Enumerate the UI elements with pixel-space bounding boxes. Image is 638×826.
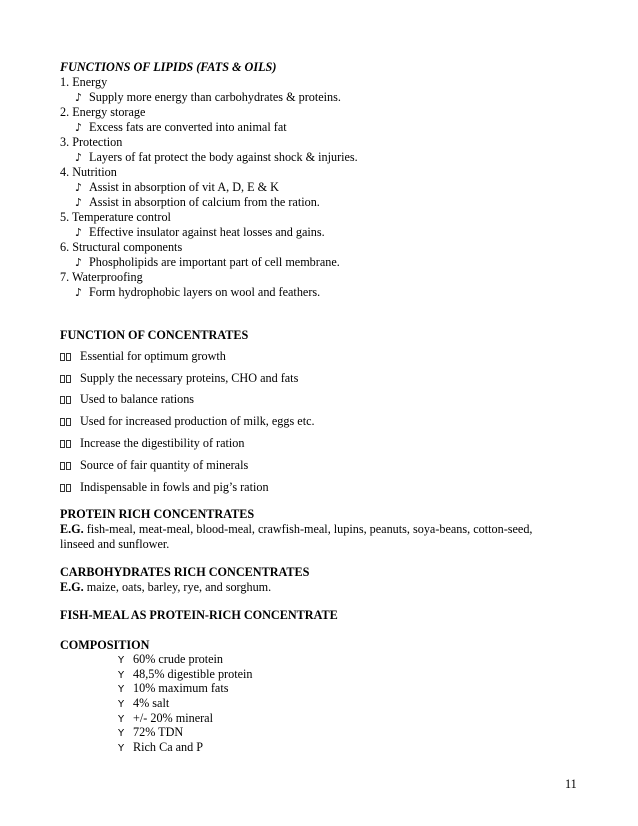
composition-item: Y 10% maximum fats [118, 681, 229, 695]
music-note-icon: ♪ [75, 256, 83, 269]
concentrate-item: Indispensable in fowls and pig’s ration [60, 480, 269, 495]
concentrate-item: Increase the digestibility of ration [60, 436, 244, 451]
lipid-sub-item: ♪ Layers of fat protect the body against shock & injuries. [75, 150, 358, 164]
music-note-icon: ♪ [75, 286, 83, 299]
composition-item: Y +/- 20% mineral [118, 711, 213, 725]
checkbox-glyph-icon [60, 437, 74, 446]
checkbox-glyph-icon [60, 393, 74, 402]
checkbox-glyph-icon [60, 350, 74, 359]
y-bullet-icon: Y [118, 655, 125, 666]
carbohydrate-rich-title: CARBOHYDRATES RICH CONCENTRATES [60, 565, 310, 579]
lipid-item-energy-storage: 2. Energy storage [60, 105, 146, 119]
y-bullet-icon: Y [118, 743, 125, 754]
lipid-sub-item: ♪ Effective insulator against heat losses and gains. [75, 225, 325, 239]
lipid-sub-item: ♪ Supply more energy than carbohydrates & proteins. [75, 90, 341, 104]
protein-rich-title: PROTEIN RICH CONCENTRATES [60, 507, 255, 521]
lipids-title: FUNCTIONS OF LIPIDS (FATS & OILS) [60, 60, 277, 74]
y-bullet-icon: Y [118, 728, 125, 739]
fish-meal-title: FISH-MEAL AS PROTEIN-RICH CONCENTRATE [60, 608, 338, 622]
protein-rich-examples: E.G. fish-meal, meat-meal, blood-meal, crawfish-meal, lupins, peanuts, soya-beans, cotton-seed, [60, 522, 533, 536]
composition-item: Y Rich Ca and P [118, 740, 204, 754]
checkbox-glyph-icon [60, 459, 74, 468]
music-note-icon: ♪ [75, 181, 83, 194]
composition-title: COMPOSITION [60, 638, 150, 652]
lipid-item-nutrition: 4. Nutrition [60, 165, 117, 179]
lipid-sub-item: ♪ Phospholipids are important part of cell membrane. [75, 255, 340, 269]
concentrate-item: Used to balance rations [60, 392, 194, 407]
checkbox-glyph-icon [60, 415, 74, 424]
composition-item: Y 72% TDN [118, 725, 184, 739]
concentrates-title: FUNCTION OF CONCENTRATES [60, 328, 249, 342]
lipid-item-waterproofing: 7. Waterproofing [60, 270, 143, 284]
y-bullet-icon: Y [118, 684, 125, 695]
music-note-icon: ♪ [75, 226, 83, 239]
concentrate-item: Source of fair quantity of minerals [60, 458, 248, 473]
concentrate-item: Supply the necessary proteins, CHO and fats [60, 371, 298, 386]
lipid-item-temperature: 5. Temperature control [60, 210, 171, 224]
checkbox-glyph-icon [60, 372, 74, 381]
carbohydrate-rich-examples: E.G. maize, oats, barley, rye, and sorghum. [60, 580, 272, 594]
lipid-item-energy: 1. Energy [60, 75, 108, 89]
y-bullet-icon: Y [118, 699, 125, 710]
music-note-icon: ♪ [75, 121, 83, 134]
lipid-sub-item: ♪ Form hydrophobic layers on wool and feathers. [75, 285, 321, 299]
lipid-sub-item: ♪ Excess fats are converted into animal fat [75, 120, 287, 134]
music-note-icon: ♪ [75, 151, 83, 164]
composition-item: Y 48,5% digestible protein [118, 667, 253, 681]
checkbox-glyph-icon [60, 481, 74, 490]
lipid-item-protection: 3. Protection [60, 135, 123, 149]
lipid-sub-item: ♪ Assist in absorption of vit A, D, E & K [75, 180, 279, 194]
y-bullet-icon: Y [118, 714, 125, 725]
concentrate-item: Essential for optimum growth [60, 349, 226, 364]
composition-item: Y 60% crude protein [118, 652, 224, 666]
composition-item: Y 4% salt [118, 696, 170, 710]
y-bullet-icon: Y [118, 670, 125, 681]
page-number: 11 [565, 777, 577, 791]
protein-rich-examples-cont: linseed and sunflower. [60, 537, 170, 551]
music-note-icon: ♪ [75, 196, 83, 209]
lipid-item-structural: 6. Structural components [60, 240, 183, 254]
concentrate-item: Used for increased production of milk, eggs etc. [60, 414, 315, 429]
music-note-icon: ♪ [75, 91, 83, 104]
lipid-sub-item: ♪ Assist in absorption of calcium from the ration. [75, 195, 320, 209]
